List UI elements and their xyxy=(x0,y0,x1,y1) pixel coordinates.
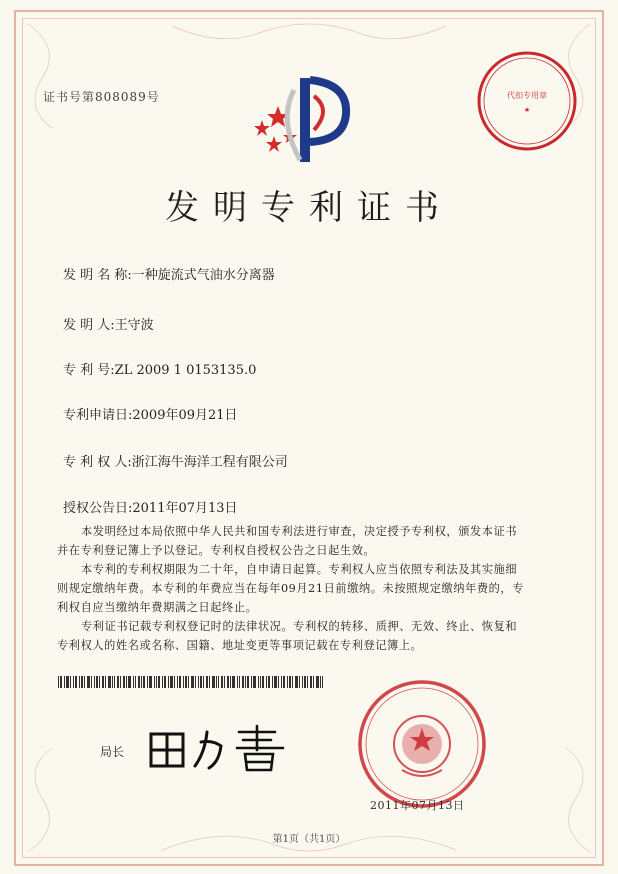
barcode-bar xyxy=(60,676,62,688)
barcode-bar xyxy=(322,676,323,688)
field-inventor: 发 明 人:王守波 xyxy=(63,318,154,333)
barcode-bar xyxy=(99,676,100,688)
national-ip-office-seal xyxy=(356,678,488,810)
barcode-bar xyxy=(177,676,178,688)
barcode-bar xyxy=(117,676,119,688)
barcode-bar xyxy=(191,676,194,688)
barcode-bar xyxy=(195,676,196,688)
barcode-bar xyxy=(170,676,173,688)
barcode-bar xyxy=(87,676,90,688)
barcode-bar xyxy=(133,676,134,688)
barcode-bar xyxy=(168,676,169,688)
barcode-bar xyxy=(224,676,225,688)
barcode-bar xyxy=(188,676,189,688)
barcode-bar xyxy=(266,676,267,688)
barcode-bar xyxy=(108,676,111,688)
certificate-number: 证书号第808089号 xyxy=(43,90,160,104)
barcode-bar xyxy=(79,676,80,688)
body-paragraph: 本专利的专利权期限为二十年，自申请日起算。专利权人应当依照专利法及其实施细则规定缴纳年费。本专利的年费应当在每年09月21日前缴纳。未按照规定缴纳年费的，专利权自应当缴纳年费期满之日起终止。 xyxy=(57,563,525,614)
barcode-bar xyxy=(73,676,74,688)
barcode-bar xyxy=(304,676,306,688)
barcode-bar xyxy=(272,676,273,688)
barcode-bar xyxy=(295,676,298,688)
barcode-bar xyxy=(258,676,259,688)
barcode-bar xyxy=(209,676,210,688)
barcode-bar xyxy=(299,676,300,688)
barcode-bar xyxy=(154,676,155,688)
issue-date: 2011年07月13日 xyxy=(370,799,465,812)
director-label: 局长 xyxy=(100,745,125,759)
barcode-bar xyxy=(105,676,106,688)
barcode-bar xyxy=(212,676,215,688)
barcode-bar xyxy=(91,676,92,688)
page-number: 第1页（共1页） xyxy=(272,834,346,845)
barcode-bar xyxy=(162,676,163,688)
barcode-bar xyxy=(287,676,288,688)
agency-seal xyxy=(474,48,580,154)
barcode-bar xyxy=(123,676,125,688)
barcode-bar xyxy=(274,676,277,688)
barcode-bar xyxy=(64,676,65,688)
barcode-bar xyxy=(292,676,293,688)
barcode-bar xyxy=(81,676,83,688)
field-invention-name: 发 明 名 称:一种旋流式气油水分离器 xyxy=(63,268,275,283)
barcode-bar xyxy=(96,676,98,688)
barcode-bar xyxy=(262,676,264,688)
barcode-bar xyxy=(185,676,187,688)
barcode-bar xyxy=(227,676,229,688)
barcode-bar xyxy=(283,676,285,688)
barcode-bar xyxy=(58,676,59,688)
barcode-bar xyxy=(203,676,204,688)
field-grant-date: 授权公告日:2011年07月13日 xyxy=(63,501,238,516)
barcode-bar xyxy=(302,676,303,688)
field-patentee: 专 利 权 人:浙江海牛海洋工程有限公司 xyxy=(63,455,288,470)
svg-text:★: ★ xyxy=(523,106,531,114)
barcode-bar xyxy=(198,676,199,688)
svg-text:代扣专用章: 代扣专用章 xyxy=(507,91,547,100)
barcode-bar xyxy=(232,676,235,688)
field-application-date: 专利申请日:2009年09月21日 xyxy=(63,408,238,423)
barcode-bar xyxy=(75,676,77,688)
barcode-bar xyxy=(174,676,175,688)
barcode-bar xyxy=(114,676,115,688)
barcode-bar xyxy=(84,676,85,688)
barcode-bar xyxy=(310,676,312,688)
barcode-bar xyxy=(230,676,231,688)
barcode-bar xyxy=(120,676,121,688)
barcode-bar xyxy=(307,676,308,688)
barcode-bar xyxy=(206,676,208,688)
barcode-bar xyxy=(158,676,160,688)
barcode-bar xyxy=(70,676,71,688)
barcode-bar xyxy=(218,676,219,688)
field-patent-number: 专 利 号:ZL 2009 1 0153135.0 xyxy=(63,363,257,378)
barcode-bar xyxy=(216,676,217,688)
barcode-bar xyxy=(164,676,166,688)
body-paragraph: 专利证书记载专利权登记时的法律状况。专利权的转移、质押、无效、终止、恢复和专利权人的姓名或名称、国籍、地址变更等事项记载在专利登记簿上。 xyxy=(57,620,518,652)
body-paragraph: 本发明经过本局依照中华人民共和国专利法进行审查，决定授予专利权，颁发本证书并在专利登记簿上予以登记。专利权自授权公告之日起生效。 xyxy=(57,525,518,557)
barcode-bar xyxy=(179,676,181,688)
barcode xyxy=(58,676,326,688)
certificate-title: 发明专利证书 xyxy=(165,188,453,228)
barcode-bar xyxy=(143,676,145,688)
barcode-bar xyxy=(94,676,95,688)
barcode-bar xyxy=(313,676,314,688)
barcode-bar xyxy=(239,676,240,688)
barcode-bar xyxy=(316,676,319,688)
barcode-bar xyxy=(320,676,321,688)
barcode-bar xyxy=(66,676,69,688)
patent-office-logo xyxy=(248,70,364,166)
barcode-bar xyxy=(112,676,113,688)
director-signature xyxy=(143,722,295,774)
barcode-bar xyxy=(242,676,244,688)
barcode-bar xyxy=(253,676,256,688)
barcode-bar xyxy=(281,676,282,688)
barcode-bar xyxy=(149,676,152,688)
barcode-bar xyxy=(278,676,279,688)
barcode-bar xyxy=(200,676,202,688)
barcode-bar xyxy=(245,676,246,688)
barcode-bar xyxy=(247,676,249,688)
barcode-bar xyxy=(251,676,252,688)
barcode-bar xyxy=(289,676,291,688)
barcode-bar xyxy=(126,676,127,688)
barcode-bar xyxy=(183,676,184,688)
barcode-bar xyxy=(268,676,270,688)
certificate-body xyxy=(57,522,527,655)
barcode-bar xyxy=(141,676,142,688)
barcode-bar xyxy=(221,676,223,688)
barcode-bar xyxy=(156,676,157,688)
barcode-bar xyxy=(237,676,238,688)
barcode-bar xyxy=(135,676,136,688)
barcode-bar xyxy=(138,676,140,688)
barcode-bar xyxy=(102,676,104,688)
barcode-bar xyxy=(147,676,148,688)
barcode-bar xyxy=(128,676,131,688)
barcode-bar xyxy=(260,676,261,688)
